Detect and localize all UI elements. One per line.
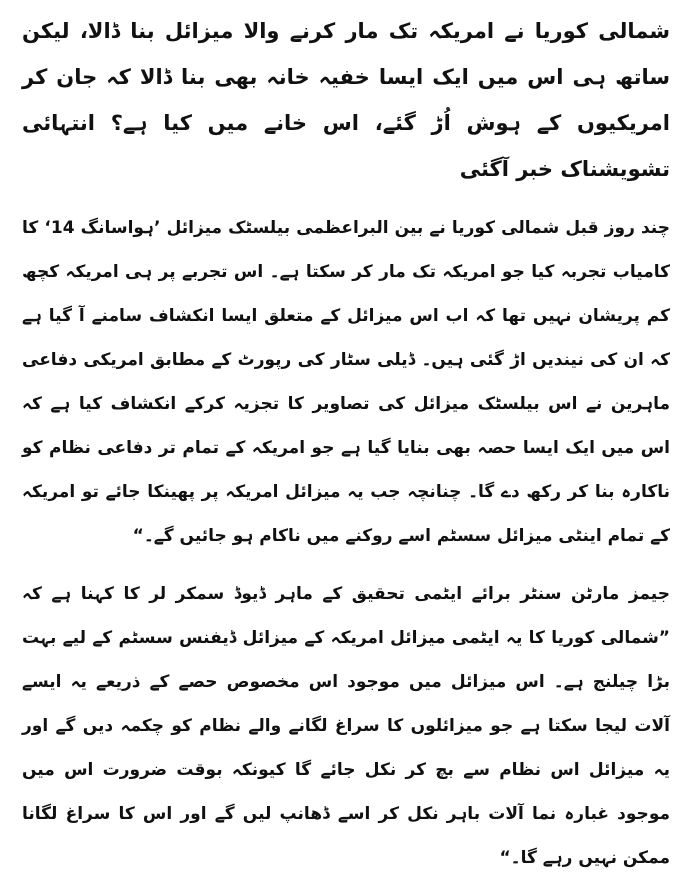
article-paragraph-1: چند روز قبل شمالی کوریا نے بین البراعظمی بیلسٹک میزائل ’ہواسانگ 14‘ کا کامیاب تجربہ کیا جو امریکہ تک مار کر سکتا ہے۔ اس تجربے پر ہی امریکہ کچھ کم پریشان نہیں تھا کہ اب اس میزائل کے متعلق ایسا انکشاف سامنے آ گیا ہے کہ ان کی نیندیں اڑ گئی ہیں۔ ڈیلی سٹار کی رپورٹ کے مطابق امریکی دفاعی ماہرین نے اس بیلسٹک میزائل کی تصاویر کا تجزیہ کرکے انکشاف کیا ہے کہ اس میں ایک ایسا حصہ بھی بنایا گیا ہے جو امریکہ کے تمام تر دفاعی نظام کو ناکارہ بنا کر رکھ دے گا۔ چنانچہ جب یہ میزائل امریکہ پر پھینکا جائے تو امریکہ کے تمام اینٹی میزائل سسٹم اسے روکنے میں ناکام ہو جائیں گے۔“ <box>22 218 671 546</box>
article-headline: شمالی کوریا نے امریکہ تک مار کرنے والا میزائل بنا ڈالا، لیکن ساتھ ہی اس میں ایک ایسا خفیہ خانہ بھی بنا ڈالا کہ جان کر امریکیوں کے ہوش اُڑ گئے، اس خانے میں کیا ہے؟ انتہائی تشویشناک خبر آگئی <box>22 19 670 181</box>
article-paragraph-2: جیمز مارٹن سنٹر برائے ایٹمی تحقیق کے ماہر ڈیوڈ سمکر لر کا کہنا ہے کہ ”شمالی کوریا کا یہ ایٹمی میزائل امریکہ کے میزائل ڈیفنس سسٹم کے لیے بہت بڑا چیلنج ہے۔ اس میزائل میں موجود اس مخصوص حصے کے ذریعے یہ ایسے آلات لیجا سکتا ہے جو میزائلوں کا سراغ لگانے والے نظام کو چکمہ دیں گے اور یہ میزائل اس نظام سے بچ کر نکل جائے گا کیونکہ بوقت ضرورت اس میں موجود غبارہ نما آلات باہر نکل کر اسے ڈھانپ لیں گے اور اس کا سراغ لگانا ممکن نہیں رہے گا۔“ <box>22 584 670 868</box>
news-article <box>22 0 670 880</box>
